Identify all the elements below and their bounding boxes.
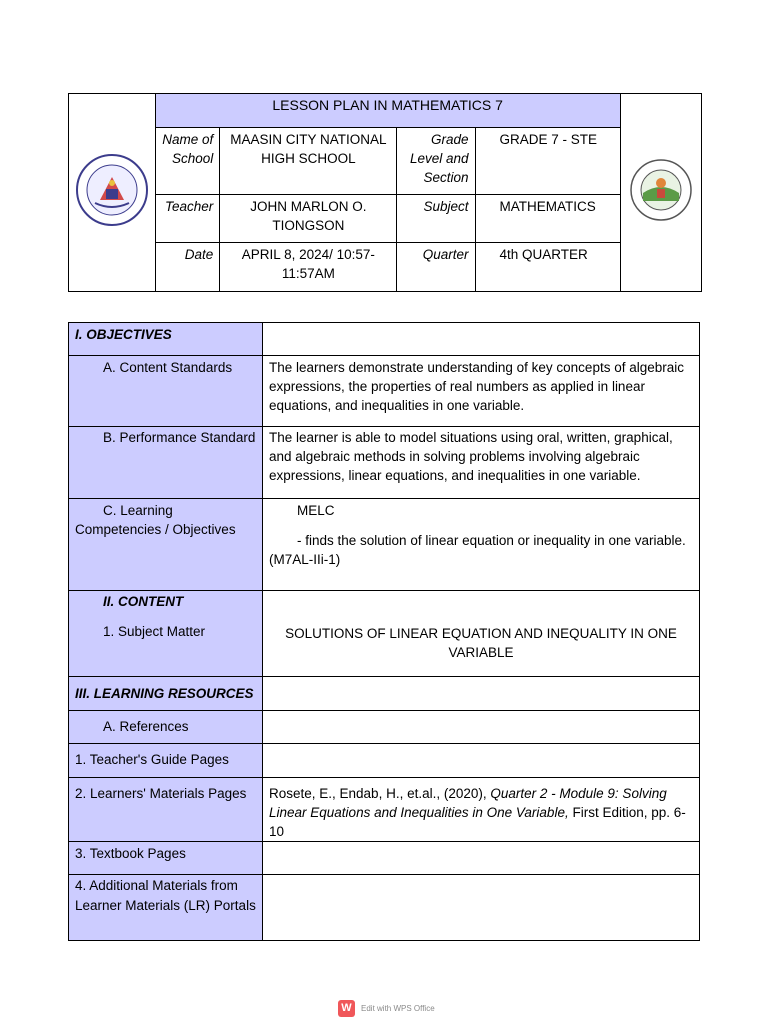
learning-resources-heading: III. LEARNING RESOURCES [69,677,263,711]
additional-materials-label: 4. Additional Materials from Learner Materials (LR) Portals [69,875,263,941]
deped-seal-icon [75,153,149,227]
school-name: MAASIN CITY NATIONAL HIGH SCHOOL [220,128,397,195]
header-table [68,93,702,292]
competencies-label: C. Learning Competencies / Objectives [69,499,263,591]
content-standards-text: The learners demonstrate understanding of key concepts of algebraic expressions, the properties of real numbers as applied in linear equations, and inequalities in one variable. [263,356,700,427]
learners-materials-label: 2. Learners' Materials Pages [69,778,263,842]
division-logo-cell [620,94,701,292]
lesson-content-table [68,322,700,941]
subject-label: Subject [397,195,475,243]
grade-level-label: Grade Level and Section [397,128,475,195]
melc-label: MELC [297,503,335,518]
content-standards-label: A. Content Standards [103,360,233,375]
wps-office-icon: W [338,1000,355,1017]
deped-logo-cell [69,94,156,292]
subject-matter-text: SOLUTIONS OF LINEAR EQUATION AND INEQUALITY IN ONE VARIABLE [263,591,700,677]
teacher-label: Teacher [155,195,220,243]
grade-level-value: GRADE 7 - STE [475,128,620,195]
quarter-label: Quarter [397,243,475,292]
teacher-name: JOHN MARLON O. TIONGSON [220,195,397,243]
wps-footer-text: Edit with WPS Office [361,1003,435,1013]
competency-text: - finds the solution of linear equation or inequality in one variable. (M7AL-IIi-1) [269,533,686,567]
date-label: Date [155,243,220,292]
date-value: APRIL 8, 2024/ 10:57-11:57AM [220,243,397,292]
performance-standard-label: B. Performance Standard [69,427,263,499]
subject-matter-label: 1. Subject Matter [103,624,206,639]
textbook-pages-label: 3. Textbook Pages [69,842,263,875]
wps-footer[interactable] [338,997,435,1019]
lesson-plan-title: LESSON PLAN IN MATHEMATICS 7 [155,94,620,128]
quarter-value: 4th QUARTER [475,243,620,292]
content-heading: II. CONTENT [103,594,184,609]
teachers-guide-label: 1. Teacher's Guide Pages [69,744,263,778]
learners-materials-text: Rosete, E., Endab, H., et.al., (2020), Quarter 2 - Module 9: Solving Linear Equations and Inequalities in One Variable, First Edition, pp. 6-10 [263,778,700,842]
subject-value: MATHEMATICS [475,195,620,243]
objectives-heading: I. OBJECTIVES [69,323,263,356]
division-seal-icon [630,159,692,221]
performance-standard-text: The learner is able to model situations using oral, written, graphical, and algebraic methods in solving problems involving algebraic expressions, linear equations, and inequalities in one variable. [263,427,700,499]
name-of-school-label: Name of School [155,128,220,195]
references-label: A. References [103,719,189,734]
